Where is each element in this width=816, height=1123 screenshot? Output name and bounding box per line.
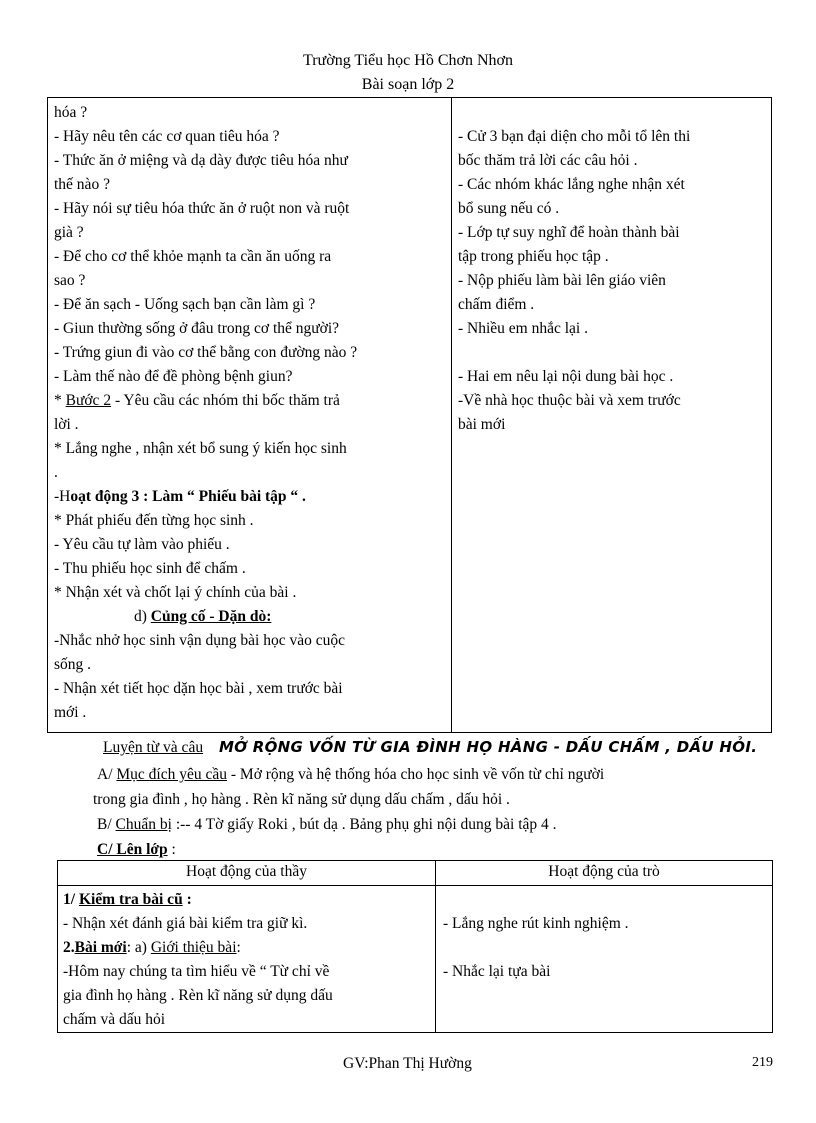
- text-line: chấm điểm .: [458, 296, 535, 313]
- teacher-name: GV:Phan Thị Hường: [343, 1055, 472, 1072]
- text-line: - Nhận xét tiết học dặn học bài , xem trước bài: [54, 680, 343, 697]
- text-line: - Các nhóm khác lắng nghe nhận xét: [458, 176, 685, 193]
- preparation-line: B/ Chuẩn bị :-- 4 Tờ giấy Roki , bút dạ . Bảng phụ ghi nội dung bài tập 4 .: [97, 816, 557, 833]
- text-line: - Hãy nêu tên các cơ quan tiêu hóa ?: [54, 128, 280, 145]
- text-line: - Để cho cơ thể khỏe mạnh ta cần ăn uống ra: [54, 248, 332, 265]
- step-2-line: * Bước 2 - Yêu cầu các nhóm thi bốc thăm trả: [54, 392, 340, 409]
- lesson-title: MỞ RỘNG VỐN TỪ GIA ĐÌNH HỌ HÀNG - DẤU CHẤM , DẤU HỎI.: [218, 738, 758, 756]
- text-line: tập trong phiếu học tập .: [458, 248, 609, 265]
- subject-label: Luyện từ và câu: [103, 739, 204, 756]
- text-line: lời .: [54, 416, 79, 433]
- text-line: chấm và dấu hỏi: [63, 1011, 166, 1028]
- school-name: Trường Tiểu học Hồ Chơn Nhơn: [303, 52, 513, 69]
- text-line: mới .: [54, 704, 87, 721]
- lesson-heading: [103, 738, 757, 757]
- activity-3-heading: -Hoạt động 3 : Làm “ Phiếu bài tập “ .: [54, 488, 306, 505]
- text-line: - Lắng nghe rút kinh nghiệm .: [443, 915, 629, 932]
- teacher-column: [54, 101, 446, 725]
- text-line: - Nhận xét đánh giá bài kiểm tra giữ kì.: [63, 915, 308, 932]
- text-line: .: [54, 464, 58, 481]
- text-line: -Hôm nay chúng ta tìm hiểu về “ Từ chỉ về: [63, 963, 330, 980]
- document-subtitle: Bài soạn lớp 2: [361, 76, 455, 93]
- blank-line: [458, 341, 768, 365]
- teacher-column: [63, 888, 433, 1032]
- text-line: bổ sung nếu có .: [458, 200, 560, 217]
- text-line: -Nhắc nhở học sinh vận dụng bài học vào cuộc: [54, 632, 345, 649]
- consolidation-heading: d) Củng cố - Dặn dò:: [134, 608, 272, 625]
- text-line: gia đình họ hàng . Rèn kĩ năng sử dụng dấu: [63, 987, 333, 1004]
- objective-line-2: trong gia đình , họ hàng . Rèn kĩ năng sử dụng dấu chấm , dấu hỏi .: [93, 791, 510, 808]
- text-line: bốc thăm trả lời các câu hỏi .: [458, 152, 638, 169]
- text-line: hóa ?: [54, 104, 88, 121]
- student-column: [443, 888, 763, 984]
- old-lesson-check-heading: 1/ Kiểm tra bài cũ :: [63, 891, 192, 908]
- student-column: [458, 125, 768, 437]
- text-line: - Trứng giun đi vào cơ thể bằng con đường nào ?: [54, 344, 358, 361]
- column-divider: [435, 861, 436, 1032]
- text-line: - Yêu cầu tự làm vào phiếu .: [54, 536, 230, 553]
- text-line: * Lắng nghe , nhận xét bổ sung ý kiến học sinh: [54, 440, 347, 457]
- page-number: 219: [752, 1055, 773, 1070]
- text-line: - Thức ăn ở miệng và dạ dày được tiêu hóa như: [54, 152, 348, 169]
- text-line: thế nào ?: [54, 176, 110, 193]
- text-line: bài mới: [458, 416, 506, 433]
- text-line: - Để ăn sạch - Uống sạch bạn cần làm gì ?: [54, 296, 316, 313]
- text-line: sống .: [54, 656, 92, 673]
- teacher-activity-header: Hoạt động của thầy: [186, 863, 307, 880]
- text-line: sao ?: [54, 272, 86, 289]
- blank-line: [443, 888, 763, 912]
- text-line: * Phát phiếu đến từng học sinh .: [54, 512, 254, 529]
- text-line: - Lớp tự suy nghĩ để hoàn thành bài: [458, 224, 680, 241]
- lesson-objectives: [93, 762, 787, 862]
- blank-line: [443, 936, 763, 960]
- objective-line: A/ Mục đích yêu cầu - Mở rộng và hệ thống hóa cho học sinh về vốn từ chỉ người: [97, 766, 605, 783]
- text-line: - Làm thế nào để đề phòng bệnh giun?: [54, 368, 293, 385]
- text-line: - Hãy nói sự tiêu hóa thức ăn ở ruột non và ruột: [54, 200, 350, 217]
- text-line: -Về nhà học thuộc bài và xem trước: [458, 392, 681, 409]
- activity-table-continued: [47, 97, 772, 733]
- text-line: - Nộp phiếu làm bài lên giáo viên: [458, 272, 666, 289]
- class-procedure-heading: C/ Lên lớp :: [97, 841, 176, 858]
- column-divider: [451, 98, 452, 732]
- text-line: * Nhận xét và chốt lại ý chính của bài .: [54, 584, 297, 601]
- student-activity-header: Hoạt động của trò: [548, 863, 660, 880]
- text-line: - Nhắc lại tựa bài: [443, 963, 551, 980]
- text-line: - Nhiều em nhắc lại .: [458, 320, 588, 337]
- text-line: già ?: [54, 224, 84, 241]
- text-line: - Cử 3 bạn đại diện cho mỗi tổ lên thi: [458, 128, 691, 145]
- text-line: - Giun thường sống ở đâu trong cơ thể người?: [54, 320, 340, 337]
- activity-table: [57, 860, 773, 1033]
- new-lesson-heading: 2.Bài mới: a) Giới thiệu bài:: [63, 939, 241, 956]
- text-line: - Thu phiếu học sinh để chấm .: [54, 560, 246, 577]
- text-line: - Hai em nêu lại nội dung bài học .: [458, 368, 674, 385]
- step-2-label: Bước 2: [65, 392, 112, 409]
